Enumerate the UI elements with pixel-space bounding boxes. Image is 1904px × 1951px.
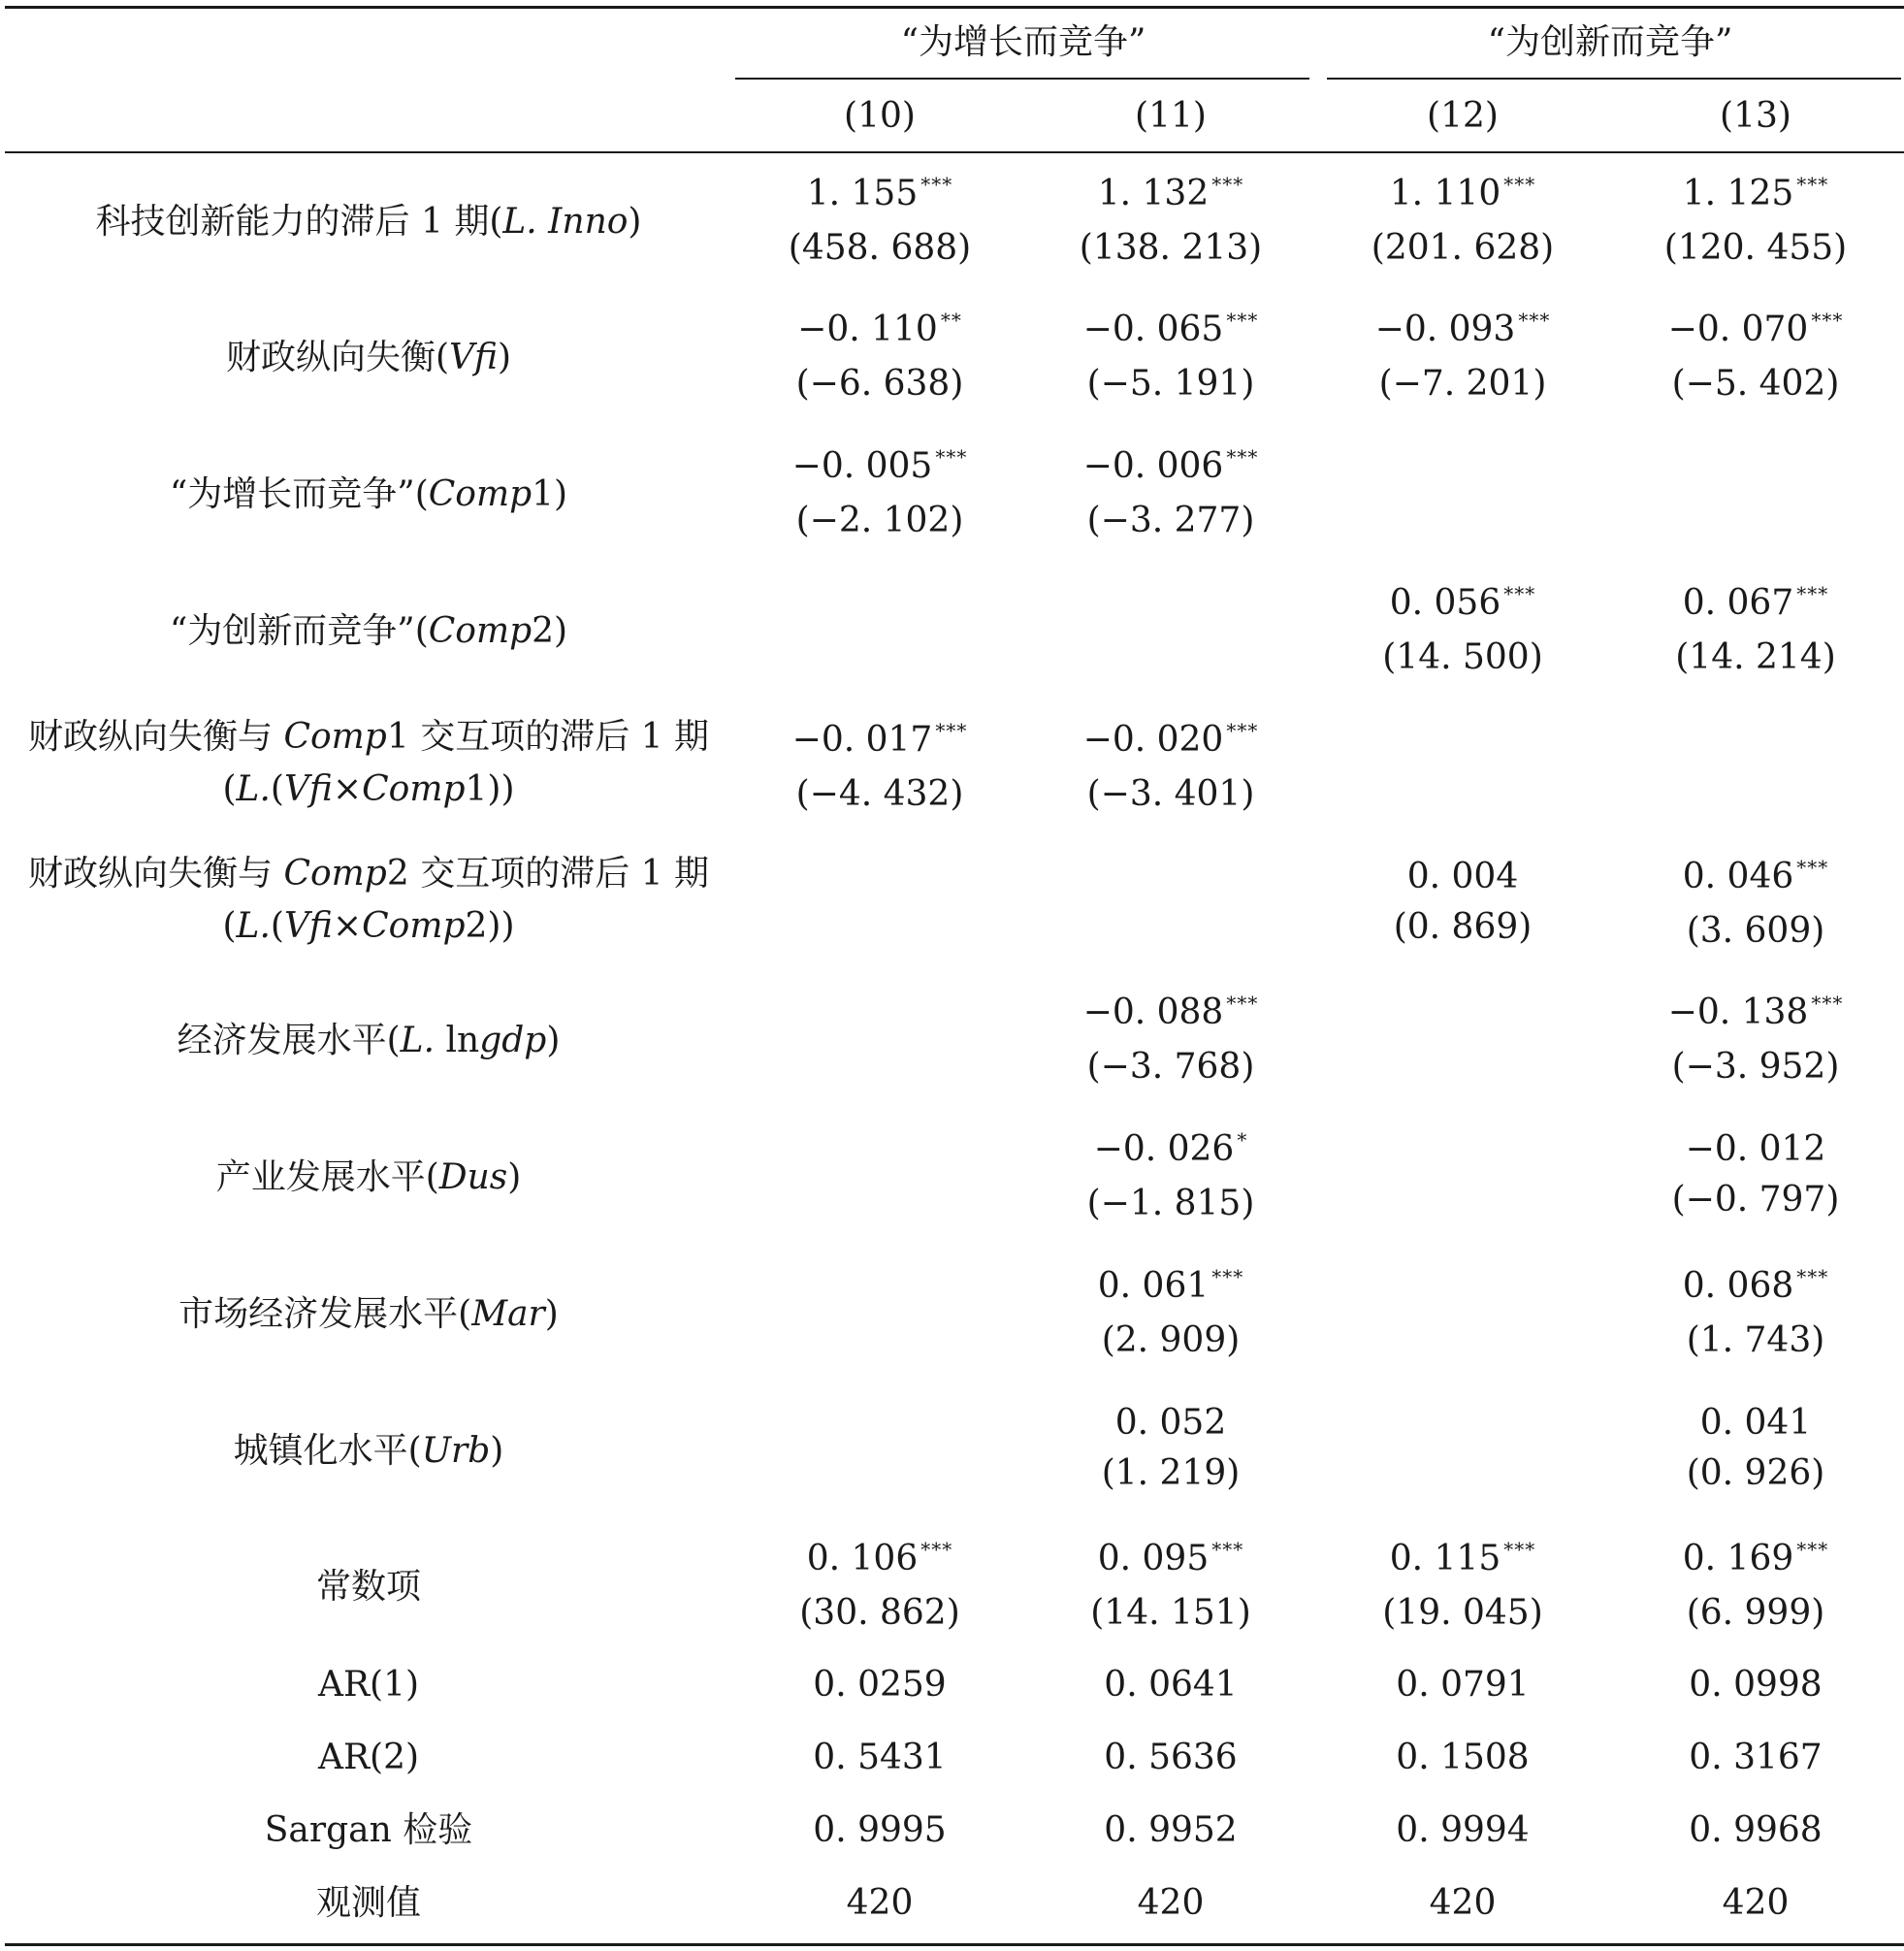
- t-statistic: (1. 743): [1686, 1320, 1825, 1360]
- row-label: [170, 605, 567, 658]
- stat-value: 0. 9968: [1689, 1810, 1823, 1850]
- row-label-variable: gdp: [479, 1021, 547, 1060]
- row-label-text: (: [222, 769, 237, 809]
- t-statistic: (−5. 191): [1086, 364, 1255, 404]
- coefficient-line: [799, 1538, 960, 1584]
- t-statistic: (458. 688): [788, 228, 972, 268]
- row-label-line: [28, 900, 709, 953]
- t-statistic: (14. 500): [1382, 637, 1543, 677]
- significance-stars: ***: [1503, 1538, 1536, 1561]
- significance-stars: **: [940, 309, 962, 332]
- row-label-text: ): [498, 338, 512, 377]
- significance-stars: ***: [1811, 992, 1844, 1015]
- stat-label: AR(1): [317, 1665, 420, 1705]
- coefficient-line: [1102, 1402, 1241, 1445]
- coefficient-line: [1080, 173, 1262, 219]
- coefficient-cell: [1102, 1402, 1241, 1495]
- stat-value: 0. 1508: [1396, 1738, 1530, 1777]
- row-label-text: 科技创新能力的滞后 1 期(: [95, 202, 503, 242]
- column-header-12: (12): [1427, 96, 1499, 136]
- coefficient-value: 0. 046: [1682, 857, 1794, 896]
- coefficient-cell: [1083, 309, 1259, 406]
- row-label-line: [316, 1561, 421, 1613]
- coefficient-value: 1. 125: [1682, 174, 1794, 213]
- stat-value: 0. 9994: [1396, 1810, 1530, 1850]
- row-label-line: [177, 1015, 561, 1067]
- coefficient-cell: [799, 1538, 960, 1635]
- coefficient-value: 0. 061: [1097, 1266, 1210, 1306]
- row-label-variable: L.: [236, 906, 271, 946]
- coefficient-cell: [1382, 582, 1543, 679]
- stat-value: 0. 5431: [813, 1738, 947, 1777]
- row-label: [177, 1015, 561, 1067]
- row-label-text: 产业发展水平(: [215, 1157, 439, 1197]
- row-label-line: [226, 332, 511, 384]
- row-label-text: 常数项: [315, 1567, 422, 1607]
- row-label-variable: L.: [400, 1021, 436, 1060]
- row-label-text: (: [270, 769, 284, 809]
- coefficient-cell: [1687, 1402, 1825, 1495]
- coefficient-cell: [1394, 856, 1533, 949]
- row-label-variable: Vfi×Comp: [283, 906, 466, 946]
- row-label-variable: Vfi: [448, 338, 499, 377]
- t-statistic: (19. 045): [1382, 1593, 1543, 1633]
- row-label-variable: Dus: [438, 1157, 508, 1197]
- t-statistic: (3. 609): [1686, 911, 1825, 951]
- coefficient-line: [1675, 582, 1836, 629]
- coefficient-cell: [1090, 1538, 1251, 1635]
- coefficient-cell: [1675, 582, 1836, 679]
- coefficient-line: [789, 173, 971, 219]
- coefficient-cell: [1098, 1265, 1244, 1362]
- t-statistic: (−5. 402): [1671, 364, 1840, 404]
- t-statistic: (−1. 815): [1086, 1184, 1255, 1223]
- row-label-text: ): [544, 1294, 559, 1334]
- significance-stars: ***: [935, 445, 968, 469]
- row-label-text: 财政纵向失衡与: [28, 717, 284, 757]
- t-statistic: (14. 151): [1090, 1593, 1251, 1633]
- row-label: [226, 332, 511, 384]
- row-label-variable: Comp: [283, 717, 387, 757]
- coefficient-value: −0. 093: [1374, 309, 1516, 349]
- significance-stars: ***: [1226, 719, 1259, 742]
- coefficient-value: 0. 067: [1682, 583, 1794, 623]
- coefficient-line: [1083, 445, 1259, 492]
- coefficient-value: 0. 041: [1699, 1403, 1812, 1443]
- stat-value: 0. 0641: [1104, 1665, 1238, 1705]
- coefficient-line: [1668, 992, 1844, 1038]
- significance-stars: *: [1237, 1128, 1248, 1152]
- coefficient-value: 0. 068: [1682, 1266, 1794, 1306]
- coefficient-line: [1664, 173, 1847, 219]
- group2-underline: [1327, 78, 1901, 80]
- coefficient-value: 0. 106: [806, 1539, 919, 1578]
- coefficient-line: [1375, 309, 1551, 355]
- coefficient-line: [796, 309, 964, 355]
- stat-label: AR(2): [317, 1738, 420, 1777]
- coefficient-cell: [1382, 1538, 1543, 1635]
- coefficient-cell: [1083, 445, 1259, 542]
- top-rule: [5, 6, 1904, 9]
- column-header-13: (13): [1720, 96, 1791, 136]
- stat-value: 0. 3167: [1689, 1738, 1823, 1777]
- coefficient-line: [1090, 1538, 1251, 1584]
- t-statistic: (6. 999): [1686, 1593, 1825, 1633]
- significance-stars: ***: [1226, 992, 1259, 1015]
- coefficient-cell: [792, 445, 968, 542]
- stat-value: 420: [1137, 1883, 1205, 1923]
- group2-title: “为创新而竞争”: [1487, 22, 1733, 62]
- row-label-text: 2 交互项的滞后 1 期: [386, 854, 709, 894]
- t-statistic: (1. 219): [1101, 1453, 1241, 1493]
- row-label-text: “为创新而竞争”(: [169, 611, 429, 651]
- coefficient-value: −0. 138: [1667, 992, 1809, 1032]
- row-label-variable: L.: [236, 769, 271, 809]
- t-statistic: (120. 455): [1663, 228, 1848, 268]
- stat-value: 0. 5636: [1104, 1738, 1238, 1777]
- coefficient-value: −0. 065: [1082, 309, 1224, 349]
- t-statistic: (30. 862): [799, 1593, 960, 1633]
- row-label: [216, 1152, 522, 1204]
- coefficient-cell: [1372, 173, 1554, 270]
- coefficient-cell: [1664, 173, 1847, 270]
- coefficient-cell: [789, 173, 971, 270]
- significance-stars: ***: [1796, 173, 1829, 196]
- t-statistic: (−4. 432): [795, 774, 964, 814]
- stat-value: 420: [1429, 1883, 1497, 1923]
- bottom-rule: [5, 1943, 1904, 1946]
- coefficient-cell: [1668, 309, 1844, 406]
- stat-value: 0. 9995: [813, 1810, 947, 1850]
- coefficient-line: [1683, 856, 1829, 902]
- coefficient-value: −0. 017: [791, 720, 933, 760]
- coefficient-line: [1672, 1128, 1840, 1171]
- coefficient-line: [1372, 173, 1554, 219]
- coefficient-line: [1083, 992, 1259, 1038]
- row-label-line: [28, 848, 709, 900]
- stat-value: 0. 0998: [1689, 1665, 1823, 1705]
- coefficient-value: 0. 004: [1406, 857, 1519, 896]
- significance-stars: ***: [1796, 582, 1829, 605]
- header-rule: [5, 151, 1904, 153]
- row-label: [28, 711, 709, 816]
- row-label: [96, 196, 642, 248]
- coefficient-cell: [792, 719, 968, 816]
- row-label-line: [96, 196, 642, 248]
- significance-stars: ***: [1211, 173, 1244, 196]
- stat-label: 观测值: [315, 1883, 422, 1923]
- coefficient-value: 1. 155: [806, 174, 919, 213]
- coefficient-value: −0. 026: [1093, 1129, 1235, 1169]
- coefficient-cell: [1375, 309, 1551, 406]
- row-label-variable: Comp: [283, 854, 387, 894]
- coefficient-cell: [1083, 992, 1259, 1089]
- significance-stars: ***: [1226, 309, 1259, 332]
- t-statistic: (−0. 797): [1671, 1180, 1840, 1219]
- coefficient-cell: [1083, 719, 1259, 816]
- group1-title: “为增长而竞争”: [900, 22, 1146, 62]
- coefficient-value: 0. 095: [1097, 1539, 1210, 1578]
- row-label-text: 1)): [465, 769, 515, 809]
- coefficient-line: [792, 719, 968, 765]
- row-label-line: [216, 1152, 522, 1204]
- significance-stars: ***: [1796, 1538, 1829, 1561]
- coefficient-line: [1394, 856, 1533, 898]
- coefficient-value: 1. 110: [1389, 174, 1501, 213]
- row-label-text: ln: [435, 1021, 480, 1060]
- row-label-line: [170, 469, 567, 521]
- stat-value: 420: [846, 1883, 914, 1923]
- coefficient-line: [1382, 582, 1543, 629]
- coefficient-value: 0. 052: [1114, 1403, 1227, 1443]
- coefficient-cell: [1683, 1538, 1829, 1635]
- row-label-text: 1): [532, 474, 568, 514]
- row-label-text: 2)): [465, 906, 515, 946]
- significance-stars: ***: [1211, 1538, 1244, 1561]
- row-label-variable: L. Inno: [502, 202, 629, 242]
- coefficient-line: [1382, 1538, 1543, 1584]
- coefficient-cell: [1683, 1265, 1829, 1362]
- row-label-text: 城镇化水平(: [233, 1431, 422, 1471]
- row-label-text: ): [628, 202, 642, 242]
- row-label-text: 财政纵向失衡(: [225, 338, 449, 377]
- stat-value: 0. 0259: [813, 1665, 947, 1705]
- significance-stars: ***: [1211, 1265, 1244, 1288]
- stat-value: 0. 9952: [1104, 1810, 1238, 1850]
- coefficient-value: 1. 132: [1097, 174, 1210, 213]
- coefficient-value: −0. 088: [1082, 992, 1224, 1032]
- t-statistic: (−3. 952): [1671, 1047, 1840, 1087]
- row-label-line: [28, 764, 709, 816]
- coefficient-line: [1668, 309, 1844, 355]
- row-label-text: (: [222, 906, 237, 946]
- coefficient-cell: [796, 309, 964, 406]
- coefficient-value: −0. 005: [791, 446, 933, 486]
- row-label-line: [234, 1425, 504, 1478]
- coefficient-value: −0. 020: [1082, 720, 1224, 760]
- coefficient-line: [1687, 1402, 1825, 1445]
- coefficient-value: 0. 169: [1682, 1539, 1794, 1578]
- column-header-11: (11): [1135, 96, 1207, 136]
- t-statistic: (201. 628): [1371, 228, 1555, 268]
- t-statistic: (2. 909): [1101, 1320, 1241, 1360]
- t-statistic: (−2. 102): [795, 501, 964, 540]
- row-label: [170, 469, 567, 521]
- row-label-text: ): [507, 1157, 522, 1197]
- t-statistic: (−3. 277): [1086, 501, 1255, 540]
- row-label: [178, 1288, 559, 1341]
- row-label-text: (: [270, 906, 284, 946]
- t-statistic: (−6. 638): [795, 364, 964, 404]
- coefficient-line: [1087, 1128, 1255, 1175]
- coefficient-value: −0. 110: [797, 309, 938, 349]
- row-label-variable: Mar: [471, 1294, 545, 1334]
- stat-value: 0. 0791: [1396, 1665, 1530, 1705]
- row-label-text: “为增长而竞争”(: [169, 474, 429, 514]
- coefficient-cell: [1668, 992, 1844, 1089]
- significance-stars: ***: [920, 1538, 953, 1561]
- t-statistic: (14. 214): [1675, 637, 1836, 677]
- coefficient-value: −0. 006: [1082, 446, 1224, 486]
- row-label-text: ): [546, 1021, 561, 1060]
- coefficient-value: 0. 115: [1389, 1539, 1501, 1578]
- coefficient-cell: [1080, 173, 1262, 270]
- row-label-text: 2): [532, 611, 568, 651]
- row-label-variable: Comp: [428, 474, 532, 514]
- row-label: [28, 848, 709, 953]
- row-label-line: [178, 1288, 559, 1341]
- t-statistic: (138. 213): [1079, 228, 1263, 268]
- row-label-text: 1 交互项的滞后 1 期: [386, 717, 709, 757]
- coefficient-value: 0. 056: [1389, 583, 1501, 623]
- significance-stars: ***: [1503, 582, 1536, 605]
- row-label-line: [170, 605, 567, 658]
- coefficient-cell: [1087, 1128, 1255, 1225]
- stat-value: 420: [1722, 1883, 1790, 1923]
- row-label-text: 市场经济发展水平(: [178, 1294, 472, 1334]
- coefficient-line: [1083, 719, 1259, 765]
- row-label-variable: Vfi×Comp: [283, 769, 466, 809]
- significance-stars: ***: [1811, 309, 1844, 332]
- coefficient-cell: [1683, 856, 1829, 953]
- coefficient-value: −0. 070: [1667, 309, 1809, 349]
- t-statistic: (−3. 768): [1086, 1047, 1255, 1087]
- significance-stars: ***: [920, 173, 953, 196]
- t-statistic: (−7. 201): [1378, 364, 1547, 404]
- column-header-10: (10): [844, 96, 916, 136]
- stat-label: Sargan 检验: [264, 1810, 473, 1850]
- significance-stars: ***: [935, 719, 968, 742]
- coefficient-line: [792, 445, 968, 492]
- coefficient-line: [1098, 1265, 1244, 1312]
- significance-stars: ***: [1518, 309, 1551, 332]
- significance-stars: ***: [1226, 445, 1259, 469]
- coefficient-value: −0. 012: [1685, 1129, 1826, 1169]
- t-statistic: (0. 869): [1393, 907, 1533, 947]
- t-statistic: (0. 926): [1686, 1453, 1825, 1493]
- row-label-text: ): [490, 1431, 504, 1471]
- coefficient-cell: [1672, 1128, 1840, 1221]
- row-label-text: 财政纵向失衡与: [28, 854, 284, 894]
- group1-underline: [735, 78, 1309, 80]
- row-label-variable: Comp: [428, 611, 532, 651]
- coefficient-line: [1683, 1265, 1829, 1312]
- row-label-variable: Urb: [421, 1431, 491, 1471]
- t-statistic: (−3. 401): [1086, 774, 1255, 814]
- significance-stars: ***: [1796, 1265, 1829, 1288]
- significance-stars: ***: [1796, 856, 1829, 879]
- row-label: [316, 1561, 421, 1613]
- row-label: [234, 1425, 504, 1478]
- coefficient-line: [1083, 309, 1259, 355]
- row-label-line: [28, 711, 709, 764]
- row-label-text: 经济发展水平(: [177, 1021, 401, 1060]
- coefficient-line: [1683, 1538, 1829, 1584]
- significance-stars: ***: [1503, 173, 1536, 196]
